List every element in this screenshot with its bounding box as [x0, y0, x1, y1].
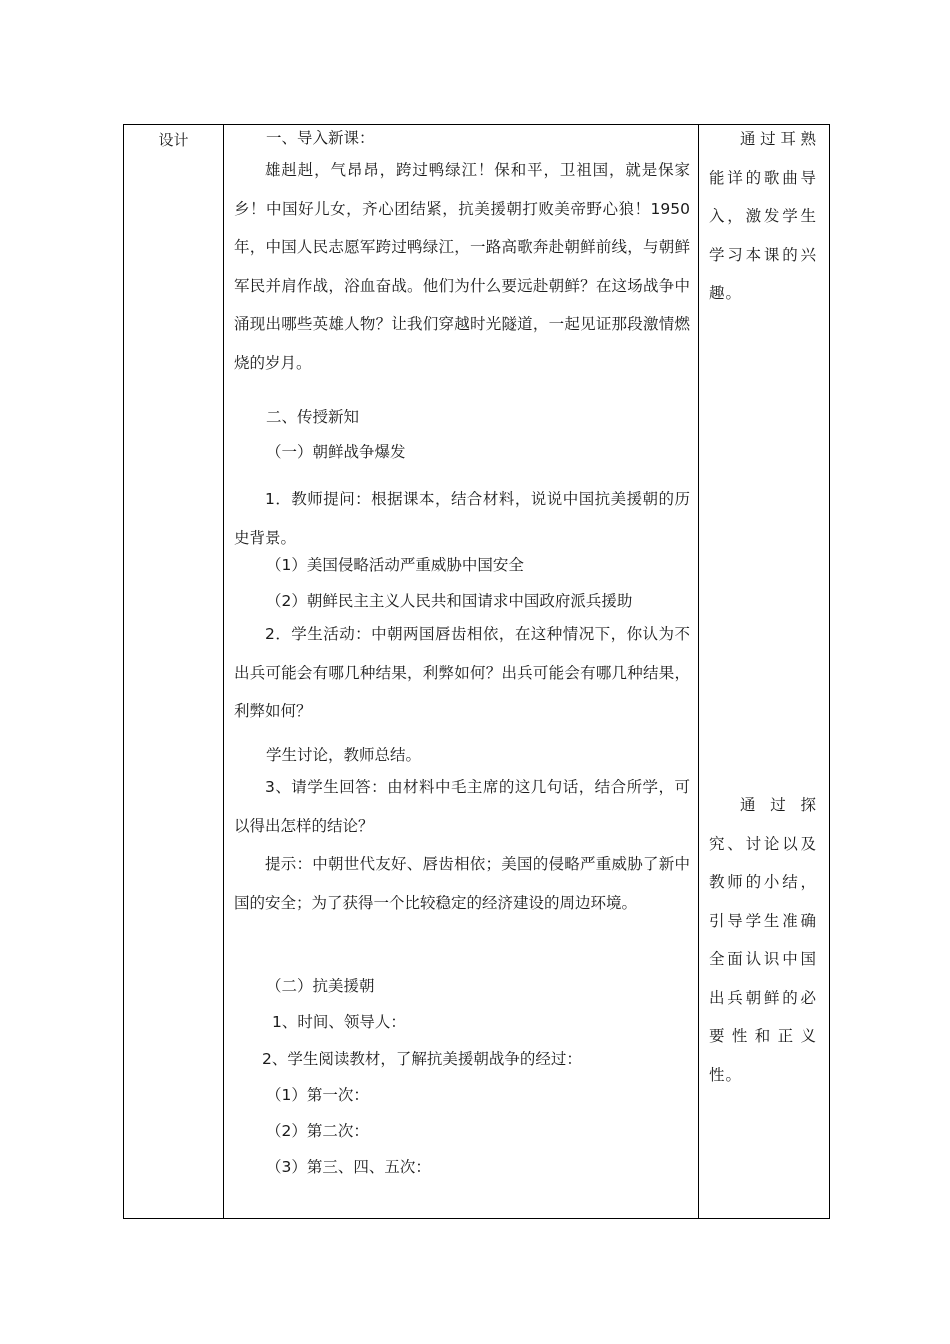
new-knowledge-heading: 二、传授新知: [266, 408, 360, 426]
subsection-1-heading: （一）朝鲜战争爆发: [266, 443, 406, 461]
subsection-2-heading: （二）抗美援朝: [266, 977, 375, 995]
intro-heading: 一、导入新课：: [266, 129, 375, 147]
item-2-activity: 2．学生活动：中朝两国唇齿相依，在这种情况下，你认为不出兵可能会有哪几种结果，利弊如何？出兵可能会有哪几种结果，利弊如何？: [234, 625, 690, 720]
main-content-cell: [224, 125, 699, 1219]
subsection-2-item-2: 2、学生阅读教材，了解抗美援朝战争的经过：: [262, 1050, 582, 1068]
lesson-plan-table: [123, 124, 830, 1219]
item-1-point-1: （1）美国侵略活动严重威胁中国安全: [266, 556, 524, 574]
battle-1: （1）第一次：: [266, 1086, 369, 1104]
item-1-point-2: （2）朝鲜民主主义人民共和国请求中国政府派兵援助: [266, 592, 633, 610]
item-3-hint: 提示：中朝世代友好、唇齿相依；美国的侵略严重威胁了新中国的安全；为了获得一个比较稳定的经济建设的周边环境。: [234, 855, 690, 912]
note-intro-purpose: 通过耳熟能详的歌曲导入，激发学生学习本课的兴趣。: [709, 130, 817, 302]
intro-paragraph: 雄赳赳，气昂昂，跨过鸭绿江！保和平，卫祖国，就是保家乡！中国好儿女，齐心团结紧，抗美援朝打败美帝野心狼！1950年，中国人民志愿军跨过鸭绿江，一路高歌奔赴朝鲜前线，与朝鲜军民并肩作战，浴血奋战。他们为什么要远赴朝鲜？在这场战争中涌现出哪些英雄人物？让我们穿越时光隧道，一起见证那段激情燃烧的岁月。: [234, 161, 690, 372]
notes-cell: [699, 125, 830, 1219]
note-discussion-purpose: 通过探究、讨论以及教师的小结，引导学生准确全面认识中国出兵朝鲜的必要性和正义性。: [709, 796, 817, 1084]
item-1-question: 1．教师提问：根据课本，结合材料，说说中国抗美援朝的历史背景。: [234, 490, 690, 547]
battle-2: （2）第二次：: [266, 1122, 369, 1140]
item-3-question: 3、请学生回答：由材料中毛主席的这几句话，结合所学，可以得出怎样的结论？: [234, 778, 690, 835]
battle-3: （3）第三、四、五次：: [266, 1158, 431, 1176]
label-cell-text: 设计: [158, 131, 189, 149]
label-cell: [124, 125, 224, 1219]
item-2-note: 学生讨论，教师总结。: [266, 746, 422, 764]
table-row: [124, 125, 830, 1219]
subsection-2-item-1: 1、时间、领导人：: [272, 1013, 406, 1031]
